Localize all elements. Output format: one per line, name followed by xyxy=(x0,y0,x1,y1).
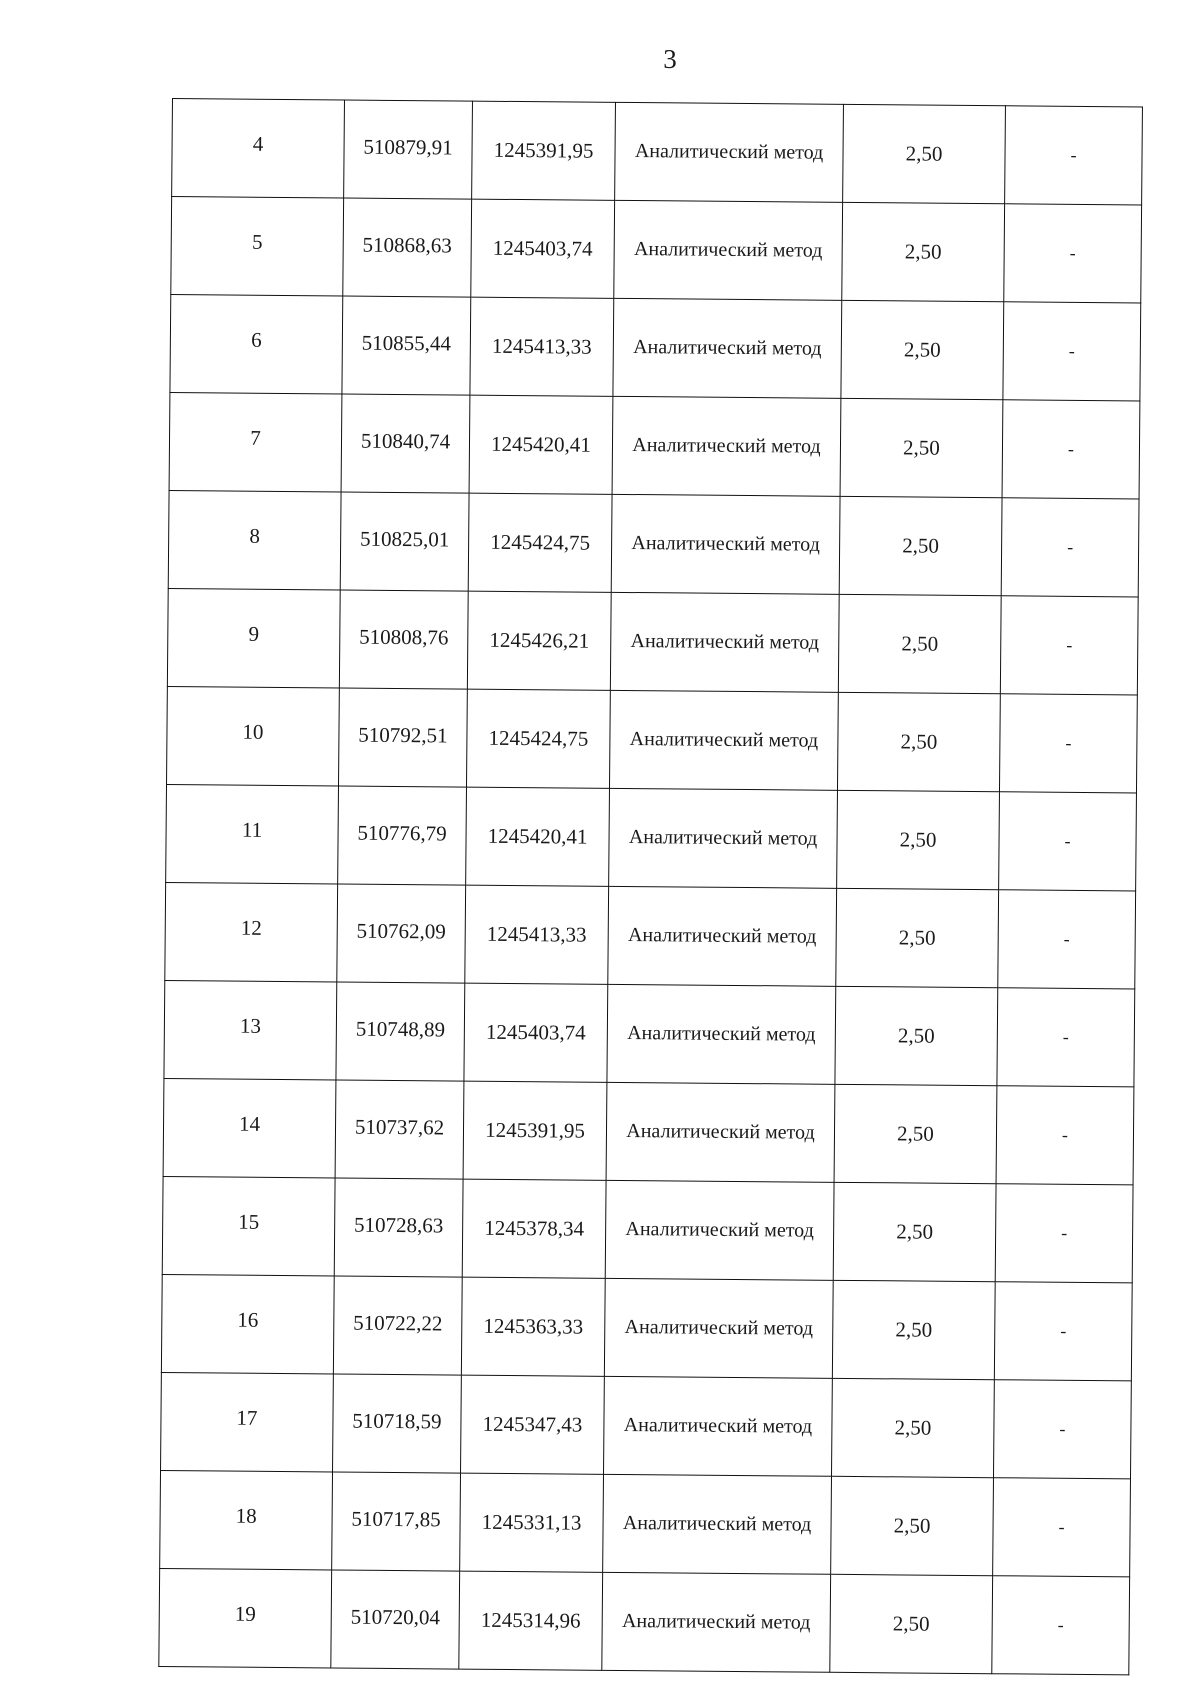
point-number-cell: 7 xyxy=(169,392,342,491)
point-number-cell: 18 xyxy=(160,1470,333,1569)
accuracy-cell: 2,50 xyxy=(835,986,998,1085)
x-coordinate-cell: 510728,63 xyxy=(334,1178,463,1277)
table-row xyxy=(170,294,1141,400)
accuracy-cell: 2,50 xyxy=(836,888,999,987)
point-number-cell: 9 xyxy=(167,588,340,687)
method-cell: Аналитический метод xyxy=(607,984,836,1084)
accuracy-cell: 2,50 xyxy=(831,1476,994,1575)
note-cell: - xyxy=(993,1478,1131,1577)
accuracy-cell: 2,50 xyxy=(832,1280,995,1379)
note-cell: - xyxy=(1003,302,1141,401)
x-coordinate-cell: 510840,74 xyxy=(341,394,470,493)
accuracy-cell: 2,50 xyxy=(842,202,1005,301)
accuracy-cell: 2,50 xyxy=(839,496,1002,595)
x-coordinate-cell: 510792,51 xyxy=(339,688,468,787)
accuracy-cell: 2,50 xyxy=(838,594,1001,693)
method-cell: Аналитический метод xyxy=(604,1376,833,1476)
accuracy-cell: 2,50 xyxy=(843,104,1006,203)
point-number-cell: 19 xyxy=(159,1568,332,1667)
y-coordinate-cell: 1245391,95 xyxy=(463,1081,607,1180)
accuracy-cell: 2,50 xyxy=(840,398,1003,497)
note-cell: - xyxy=(995,1184,1133,1283)
method-cell: Аналитический метод xyxy=(610,592,839,692)
note-cell: - xyxy=(993,1380,1131,1479)
accuracy-cell: 2,50 xyxy=(834,1084,997,1183)
x-coordinate-cell: 510855,44 xyxy=(342,296,471,395)
table-row xyxy=(161,1274,1132,1380)
x-coordinate-cell: 510868,63 xyxy=(343,198,472,297)
table-row xyxy=(164,980,1135,1086)
method-cell: Аналитический метод xyxy=(606,1082,835,1182)
method-cell: Аналитический метод xyxy=(604,1278,833,1378)
method-cell: Аналитический метод xyxy=(613,298,842,398)
table-row xyxy=(169,392,1140,498)
point-number-cell: 10 xyxy=(167,686,340,785)
point-number-cell: 12 xyxy=(165,882,338,981)
table-row xyxy=(167,588,1138,694)
point-number-cell: 6 xyxy=(170,294,343,393)
point-number-cell: 13 xyxy=(164,980,337,1079)
note-cell: - xyxy=(997,988,1135,1087)
y-coordinate-cell: 1245378,34 xyxy=(462,1179,606,1278)
x-coordinate-cell: 510718,59 xyxy=(333,1374,462,1473)
x-coordinate-cell: 510825,01 xyxy=(340,492,469,591)
y-coordinate-cell: 1245391,95 xyxy=(472,101,616,200)
point-number-cell: 15 xyxy=(162,1176,335,1275)
y-coordinate-cell: 1245403,74 xyxy=(471,199,615,298)
y-coordinate-cell: 1245413,33 xyxy=(465,885,609,984)
note-cell: - xyxy=(998,890,1136,989)
method-cell: Аналитический метод xyxy=(611,494,840,594)
table-row xyxy=(171,197,1142,303)
note-cell: - xyxy=(994,1282,1132,1381)
y-coordinate-cell: 1245413,33 xyxy=(470,297,614,396)
table-row xyxy=(166,784,1137,890)
method-cell: Аналитический метод xyxy=(612,396,841,496)
accuracy-cell: 2,50 xyxy=(831,1378,994,1477)
table-row xyxy=(168,490,1139,596)
x-coordinate-cell: 510879,91 xyxy=(344,100,473,199)
method-cell: Аналитический метод xyxy=(602,1572,831,1672)
point-number-cell: 14 xyxy=(163,1078,336,1177)
y-coordinate-cell: 1245403,74 xyxy=(464,983,608,1082)
accuracy-cell: 2,50 xyxy=(837,692,1000,791)
x-coordinate-cell: 510776,79 xyxy=(338,786,467,885)
y-coordinate-cell: 1245420,41 xyxy=(469,395,613,494)
table-row xyxy=(165,882,1136,988)
table-row xyxy=(160,1470,1131,1576)
note-cell: - xyxy=(1004,204,1142,303)
method-cell: Аналитический метод xyxy=(614,200,843,300)
y-coordinate-cell: 1245424,75 xyxy=(468,493,612,592)
method-cell: Аналитический метод xyxy=(615,102,844,202)
note-cell: - xyxy=(996,1086,1134,1185)
table-row xyxy=(163,1078,1134,1184)
accuracy-cell: 2,50 xyxy=(841,300,1004,399)
note-cell: - xyxy=(1001,498,1139,597)
method-cell: Аналитический метод xyxy=(603,1474,832,1574)
x-coordinate-cell: 510717,85 xyxy=(332,1472,461,1571)
note-cell: - xyxy=(999,792,1137,891)
table-row xyxy=(167,686,1138,792)
point-number-cell: 16 xyxy=(161,1274,334,1373)
note-cell: - xyxy=(999,694,1137,793)
point-number-cell: 17 xyxy=(161,1372,334,1471)
table-body xyxy=(159,99,1143,1675)
note-cell: - xyxy=(992,1576,1130,1675)
note-cell: - xyxy=(1002,400,1140,499)
x-coordinate-cell: 510737,62 xyxy=(335,1080,464,1179)
table-row xyxy=(161,1372,1132,1478)
y-coordinate-cell: 1245363,33 xyxy=(461,1277,605,1376)
accuracy-cell: 2,50 xyxy=(830,1574,993,1673)
y-coordinate-cell: 1245331,13 xyxy=(460,1473,604,1572)
point-number-cell: 5 xyxy=(171,197,344,296)
accuracy-cell: 2,50 xyxy=(837,790,1000,889)
point-number-cell: 4 xyxy=(172,99,345,198)
y-coordinate-cell: 1245426,21 xyxy=(467,591,611,690)
x-coordinate-cell: 510748,89 xyxy=(336,982,465,1081)
table-row xyxy=(162,1176,1133,1282)
y-coordinate-cell: 1245424,75 xyxy=(466,689,610,788)
point-number-cell: 8 xyxy=(168,490,341,589)
method-cell: Аналитический метод xyxy=(608,886,837,986)
table-row xyxy=(172,99,1143,205)
method-cell: Аналитический метод xyxy=(609,788,838,888)
point-number-cell: 11 xyxy=(166,784,339,883)
x-coordinate-cell: 510808,76 xyxy=(339,590,468,689)
table-row xyxy=(159,1568,1130,1674)
note-cell: - xyxy=(1000,596,1138,695)
method-cell: Аналитический метод xyxy=(605,1180,834,1280)
y-coordinate-cell: 1245347,43 xyxy=(461,1375,605,1474)
y-coordinate-cell: 1245314,96 xyxy=(459,1571,603,1670)
method-cell: Аналитический метод xyxy=(609,690,838,790)
accuracy-cell: 2,50 xyxy=(833,1182,996,1281)
page-number: 3 xyxy=(663,44,677,74)
coordinates-table xyxy=(158,98,1143,1675)
x-coordinate-cell: 510720,04 xyxy=(331,1570,460,1669)
x-coordinate-cell: 510722,22 xyxy=(333,1276,462,1375)
x-coordinate-cell: 510762,09 xyxy=(337,884,466,983)
note-cell: - xyxy=(1005,106,1143,205)
y-coordinate-cell: 1245420,41 xyxy=(466,787,610,886)
